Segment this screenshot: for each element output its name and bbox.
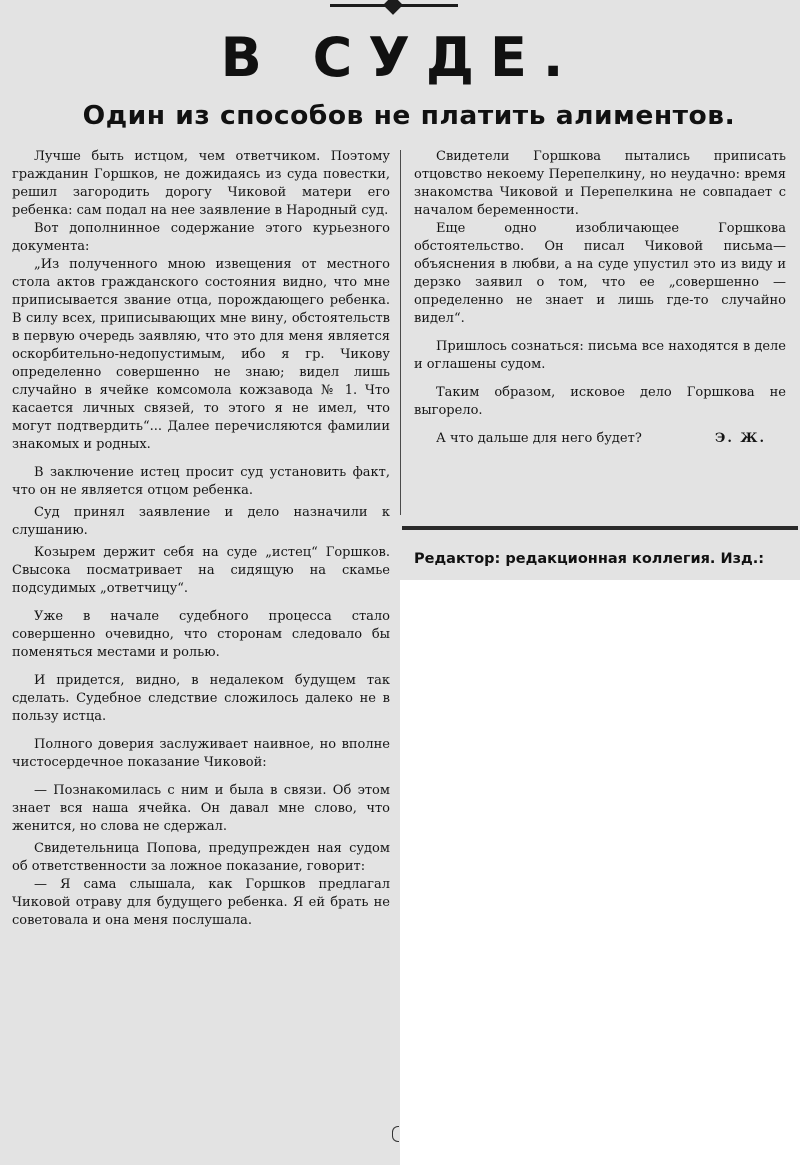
- quoted-document: „Из полученного мною извещения от местного стола актов гражданского состояния видно, что мне приписывается звание отца, порождающего ребенка. В силу всех, приписывающих мне вину, обстоятельств в первую очередь заявляю, что это для меня является оскорбительно-недопустимым, ибо я гр. Чикову определенно совершенно не знаю; видел лишь случайно в ячейке комсомола кожзавода № 1. Что касается личных связей, то этого я не имел, что могут подтвердить“... Далее перечисляются фамилии знакомых и родных.: [12, 257, 390, 452]
- blank-area: [400, 580, 800, 1165]
- paragraph: Уже в начале судебного процесса стало совершенно очевидно, что сторонам следовало бы поменяться местами и ролью.: [12, 609, 390, 660]
- quote-testimony: — Я сама слышала, как Горшков предлагал Чиковой отраву для будущего ребенка. Я ей брать не советовала и она меня послушала.: [12, 877, 390, 928]
- paragraph: Еще одно изобличающее Горшкова обстоятельство. Он писал Чиковой письма— объяснения в любви, а на суде упустил это из виду и дерзко заявил о том, что ее „совершенно — определенно не знает и лишь где-то случайно видел“.: [414, 221, 786, 326]
- ornament-divider: [330, 0, 458, 14]
- left-column: [12, 148, 390, 930]
- paragraph: Полного доверия заслуживает наивное, но вполне чистосердечное показание Чиковой:: [12, 737, 390, 770]
- closing-line: [414, 430, 786, 448]
- paragraph: Лучше быть истцом, чем ответчиком. Поэтому гражданин Горшков, не дожидаясь из суда повестки, решил загородить дорогу Чиковой матери его ребенка: сам подал на нее заявление в Народный суд.: [12, 149, 390, 218]
- paragraph: И придется, видно, в недалеком будущем так сделать. Судебное следствие сложилось далеко не в пользу истца.: [12, 673, 390, 724]
- headline: В СУДЕ.: [220, 26, 580, 89]
- paragraph: В заключение истец просит суд установить факт, что он не является отцом ребенка.: [12, 465, 390, 498]
- paragraph: Свидетели Горшкова пытались приписать отцовство некоему Перепелкину, но неудачно: время знакомства Чиковой и Перепелкина не совпадает с началом беременности.: [414, 149, 786, 218]
- paragraph: Свидетельница Попова, предупрежден ная судом об ответственности за ложное показание, говорит:: [12, 841, 390, 874]
- paragraph: Вот дополнинное содержание этого курьезного документа:: [12, 221, 390, 254]
- paragraph: Козырем держит себя на суде „истец“ Горшков. Свысока посматривает на сидящую на скамье подсудимых „ответчицу“.: [12, 545, 390, 596]
- closing-question: А что дальше для него будет?: [436, 431, 642, 446]
- column-rule: [400, 150, 401, 515]
- right-column: [414, 148, 786, 448]
- paragraph: Таким образом, исковое дело Горшкова не выгорело.: [414, 385, 786, 418]
- author-signature: Э. Ж.: [715, 431, 766, 446]
- page-edge-mark: [392, 1126, 399, 1142]
- paragraph: Суд принял заявление и дело назначили к слушанию.: [12, 505, 390, 538]
- quote-testimony: — Познакомилась с ним и была в связи. Об этом знает вся наша ячейка. Он давал мне слово, что женится, но слова не сдержал.: [12, 783, 390, 834]
- article-end-rule: [402, 526, 798, 530]
- subheadline: Один из способов не платить алиментов.: [82, 101, 736, 131]
- editor-imprint: Редактор: редакционная коллегия. Изд.:: [414, 551, 765, 567]
- paragraph: Пришлось сознаться: письма все находятся в деле и оглашены судом.: [414, 339, 786, 372]
